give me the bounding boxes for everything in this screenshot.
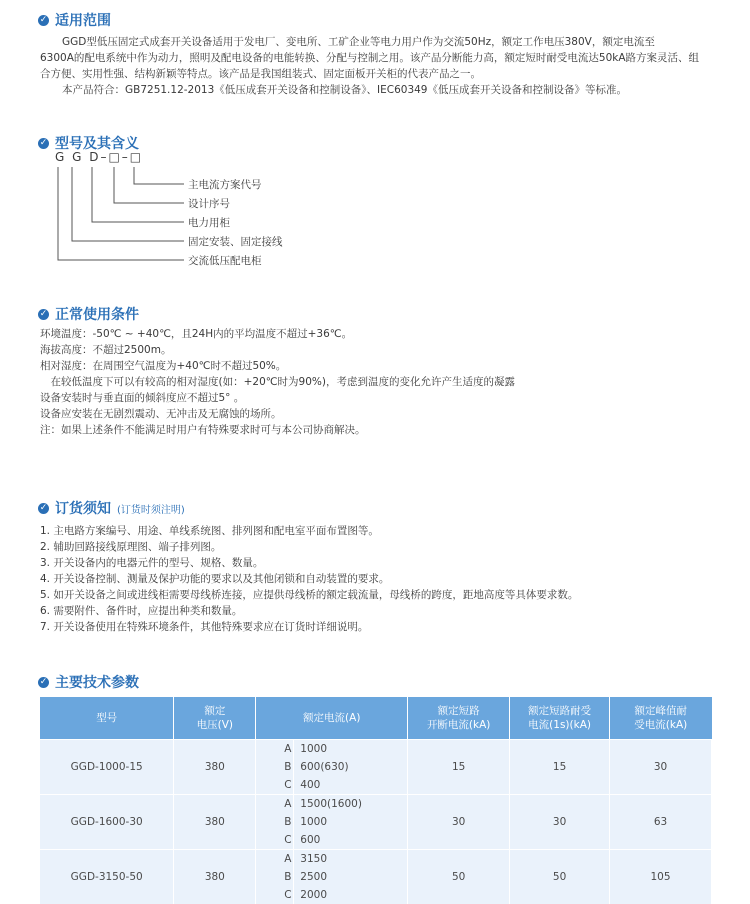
cell-short-time: 50 <box>510 850 610 904</box>
model-code: G G D–□–□ <box>55 150 143 164</box>
check-badge-icon: ✓ <box>38 677 49 688</box>
model-title-text: 型号及其含义 <box>55 133 139 153</box>
scope-title-text: 适用范围 <box>55 10 111 30</box>
tree-line-3 <box>92 167 184 222</box>
cell-breaking: 30 <box>408 795 510 850</box>
cell-current-value: 600 <box>294 831 408 850</box>
cell-peak: 30 <box>610 740 712 795</box>
cell-current-value: 400 <box>294 776 408 795</box>
check-badge-icon: ✓ <box>38 503 49 514</box>
specs-title <box>38 672 139 692</box>
tree-line-4 <box>72 167 184 241</box>
ordering-item-1: 1. 主电路方案编号、用途、单线系统图、排列图和配电室平面布置图等。 <box>40 523 379 539</box>
cell-short-time: 30 <box>510 795 610 850</box>
ordering-item-6: 6. 需要附件、备件时，应提出种类和数量。 <box>40 603 242 619</box>
cell-current-value: 600(630) <box>294 758 408 776</box>
table-row <box>40 795 712 814</box>
scope-title <box>38 10 111 30</box>
conditions-title-text: 正常使用条件 <box>55 304 139 324</box>
cell-current-value: 2500 <box>294 868 408 886</box>
specs-header-row <box>40 697 712 740</box>
cell-current-letter: B <box>256 758 294 776</box>
header-model: 型号 <box>40 697 174 740</box>
model-label-fixed-install: 固定安装、固定接线 <box>188 234 283 249</box>
model-label-ac-lowvoltage: 交流低压配电柜 <box>188 253 262 268</box>
header-current: 额定电流(A) <box>256 697 408 740</box>
condition-line-7: 注：如果上述条件不能满足时用户有特殊要求时可与本公司协商解决。 <box>40 422 366 438</box>
tree-line-2 <box>114 167 184 203</box>
ordering-item-7: 7. 开关设备使用在特殊环境条件，其他特殊要求应在订货时详细说明。 <box>40 619 368 635</box>
ordering-title-text: 订货须知 <box>55 498 111 518</box>
tree-line-5 <box>58 167 184 260</box>
cell-current-letter: A <box>256 740 294 759</box>
model-label-main-circuit: 主电流方案代号 <box>188 177 262 192</box>
cell-current-value: 1000 <box>294 813 408 831</box>
header-breaking: 额定短路 开断电流(kA) <box>408 697 510 740</box>
cell-voltage: 380 <box>174 795 256 850</box>
cell-current-letter: C <box>256 831 294 850</box>
tree-line-1 <box>134 167 184 184</box>
scope-line-1: GGD型低压固定式成套开关设备适用于发电厂、变电所、工矿企业等电力用户作为交流50Hz，额定工作电压380V，额定电流至 <box>62 34 655 50</box>
check-badge-icon: ✓ <box>38 138 49 149</box>
cell-model: GGD-3150-50 <box>40 850 174 904</box>
cell-peak: 105 <box>610 850 712 904</box>
header-peak: 额定峰值耐 受电流(kA) <box>610 697 712 740</box>
condition-line-4: 在较低温度下可以有较高的相对湿度(如：+20℃时为90%)，考虑到温度的变化允许产生适度的凝露 <box>40 374 515 390</box>
cell-model: GGD-1600-30 <box>40 795 174 850</box>
cell-breaking: 15 <box>408 740 510 795</box>
ordering-item-4: 4. 开关设备控制、测量及保护功能的要求以及其他闭锁和自动装置的要求。 <box>40 571 389 587</box>
cell-current-value: 1500(1600) <box>294 795 408 814</box>
cell-voltage: 380 <box>174 850 256 904</box>
condition-line-3: 相对湿度：在周围空气温度为+40℃时不超过50%。 <box>40 358 286 374</box>
cell-peak: 63 <box>610 795 712 850</box>
cell-current-letter: B <box>256 868 294 886</box>
cell-current-value: 3150 <box>294 850 408 869</box>
table-row <box>40 740 712 759</box>
conditions-title <box>38 304 139 324</box>
cell-current-letter: B <box>256 813 294 831</box>
cell-current-letter: C <box>256 886 294 904</box>
cell-voltage: 380 <box>174 740 256 795</box>
cell-breaking: 50 <box>408 850 510 904</box>
model-label-design-serial: 设计序号 <box>188 196 230 211</box>
cell-current-letter: A <box>256 850 294 869</box>
check-badge-icon: ✓ <box>38 309 49 320</box>
specs-title-text: 主要技术参数 <box>55 672 139 692</box>
ordering-item-3: 3. 开关设备内的电器元件的型号、规格、数量。 <box>40 555 263 571</box>
cell-current-value: 1000 <box>294 740 408 759</box>
check-badge-icon: ✓ <box>38 15 49 26</box>
scope-line-4: 本产品符合：GB7251.12-2013《低压成套开关设备和控制设备》、IEC60349《低压成套开关设备和控制设备》等标准。 <box>62 82 627 98</box>
ordering-item-5: 5. 如开关设备之间或进线柜需要母线桥连接，应提供母线桥的额定载流量，母线桥的跨度，距地高度等具体要求数。 <box>40 587 578 603</box>
cell-current-letter: C <box>256 776 294 795</box>
cell-model: GGD-1000-15 <box>40 740 174 795</box>
condition-line-2: 海拔高度：不超过2500m。 <box>40 342 171 358</box>
model-label-power-cabinet: 电力用柜 <box>188 215 230 230</box>
specs-table <box>40 697 712 904</box>
scope-line-2: 6300A的配电系统中作为动力，照明及配电设备的电能转换、分配与控制之用。该产品分断能力高，额定短时耐受电流达50kA路方案灵活、组 <box>40 50 699 66</box>
cell-short-time: 15 <box>510 740 610 795</box>
model-tree-diagram <box>50 165 190 265</box>
condition-line-6: 设备应安装在无剧烈震动、无冲击及无腐蚀的场所。 <box>40 406 282 422</box>
cell-current-value: 2000 <box>294 886 408 904</box>
ordering-title <box>38 498 185 518</box>
cell-current-letter: A <box>256 795 294 814</box>
ordering-subtitle: (订货时须注明) <box>117 501 185 516</box>
ordering-item-2: 2. 辅助回路接线原理图、端子排列图。 <box>40 539 221 555</box>
condition-line-1: 环境温度：-50℃ ~ +40℃，且24H内的平均温度不超过+36℃。 <box>40 326 352 342</box>
scope-line-3: 合方便、实用性强、结构新颖等特点。该产品是我国组装式、固定面板开关柜的代表产品之一。 <box>40 66 481 82</box>
header-voltage: 额定 电压(V) <box>174 697 256 740</box>
header-short-time: 额定短路耐受 电流(1s)(kA) <box>510 697 610 740</box>
table-row <box>40 850 712 869</box>
condition-line-5: 设备安装时与垂直面的倾斜度应不超过5° 。 <box>40 390 244 406</box>
